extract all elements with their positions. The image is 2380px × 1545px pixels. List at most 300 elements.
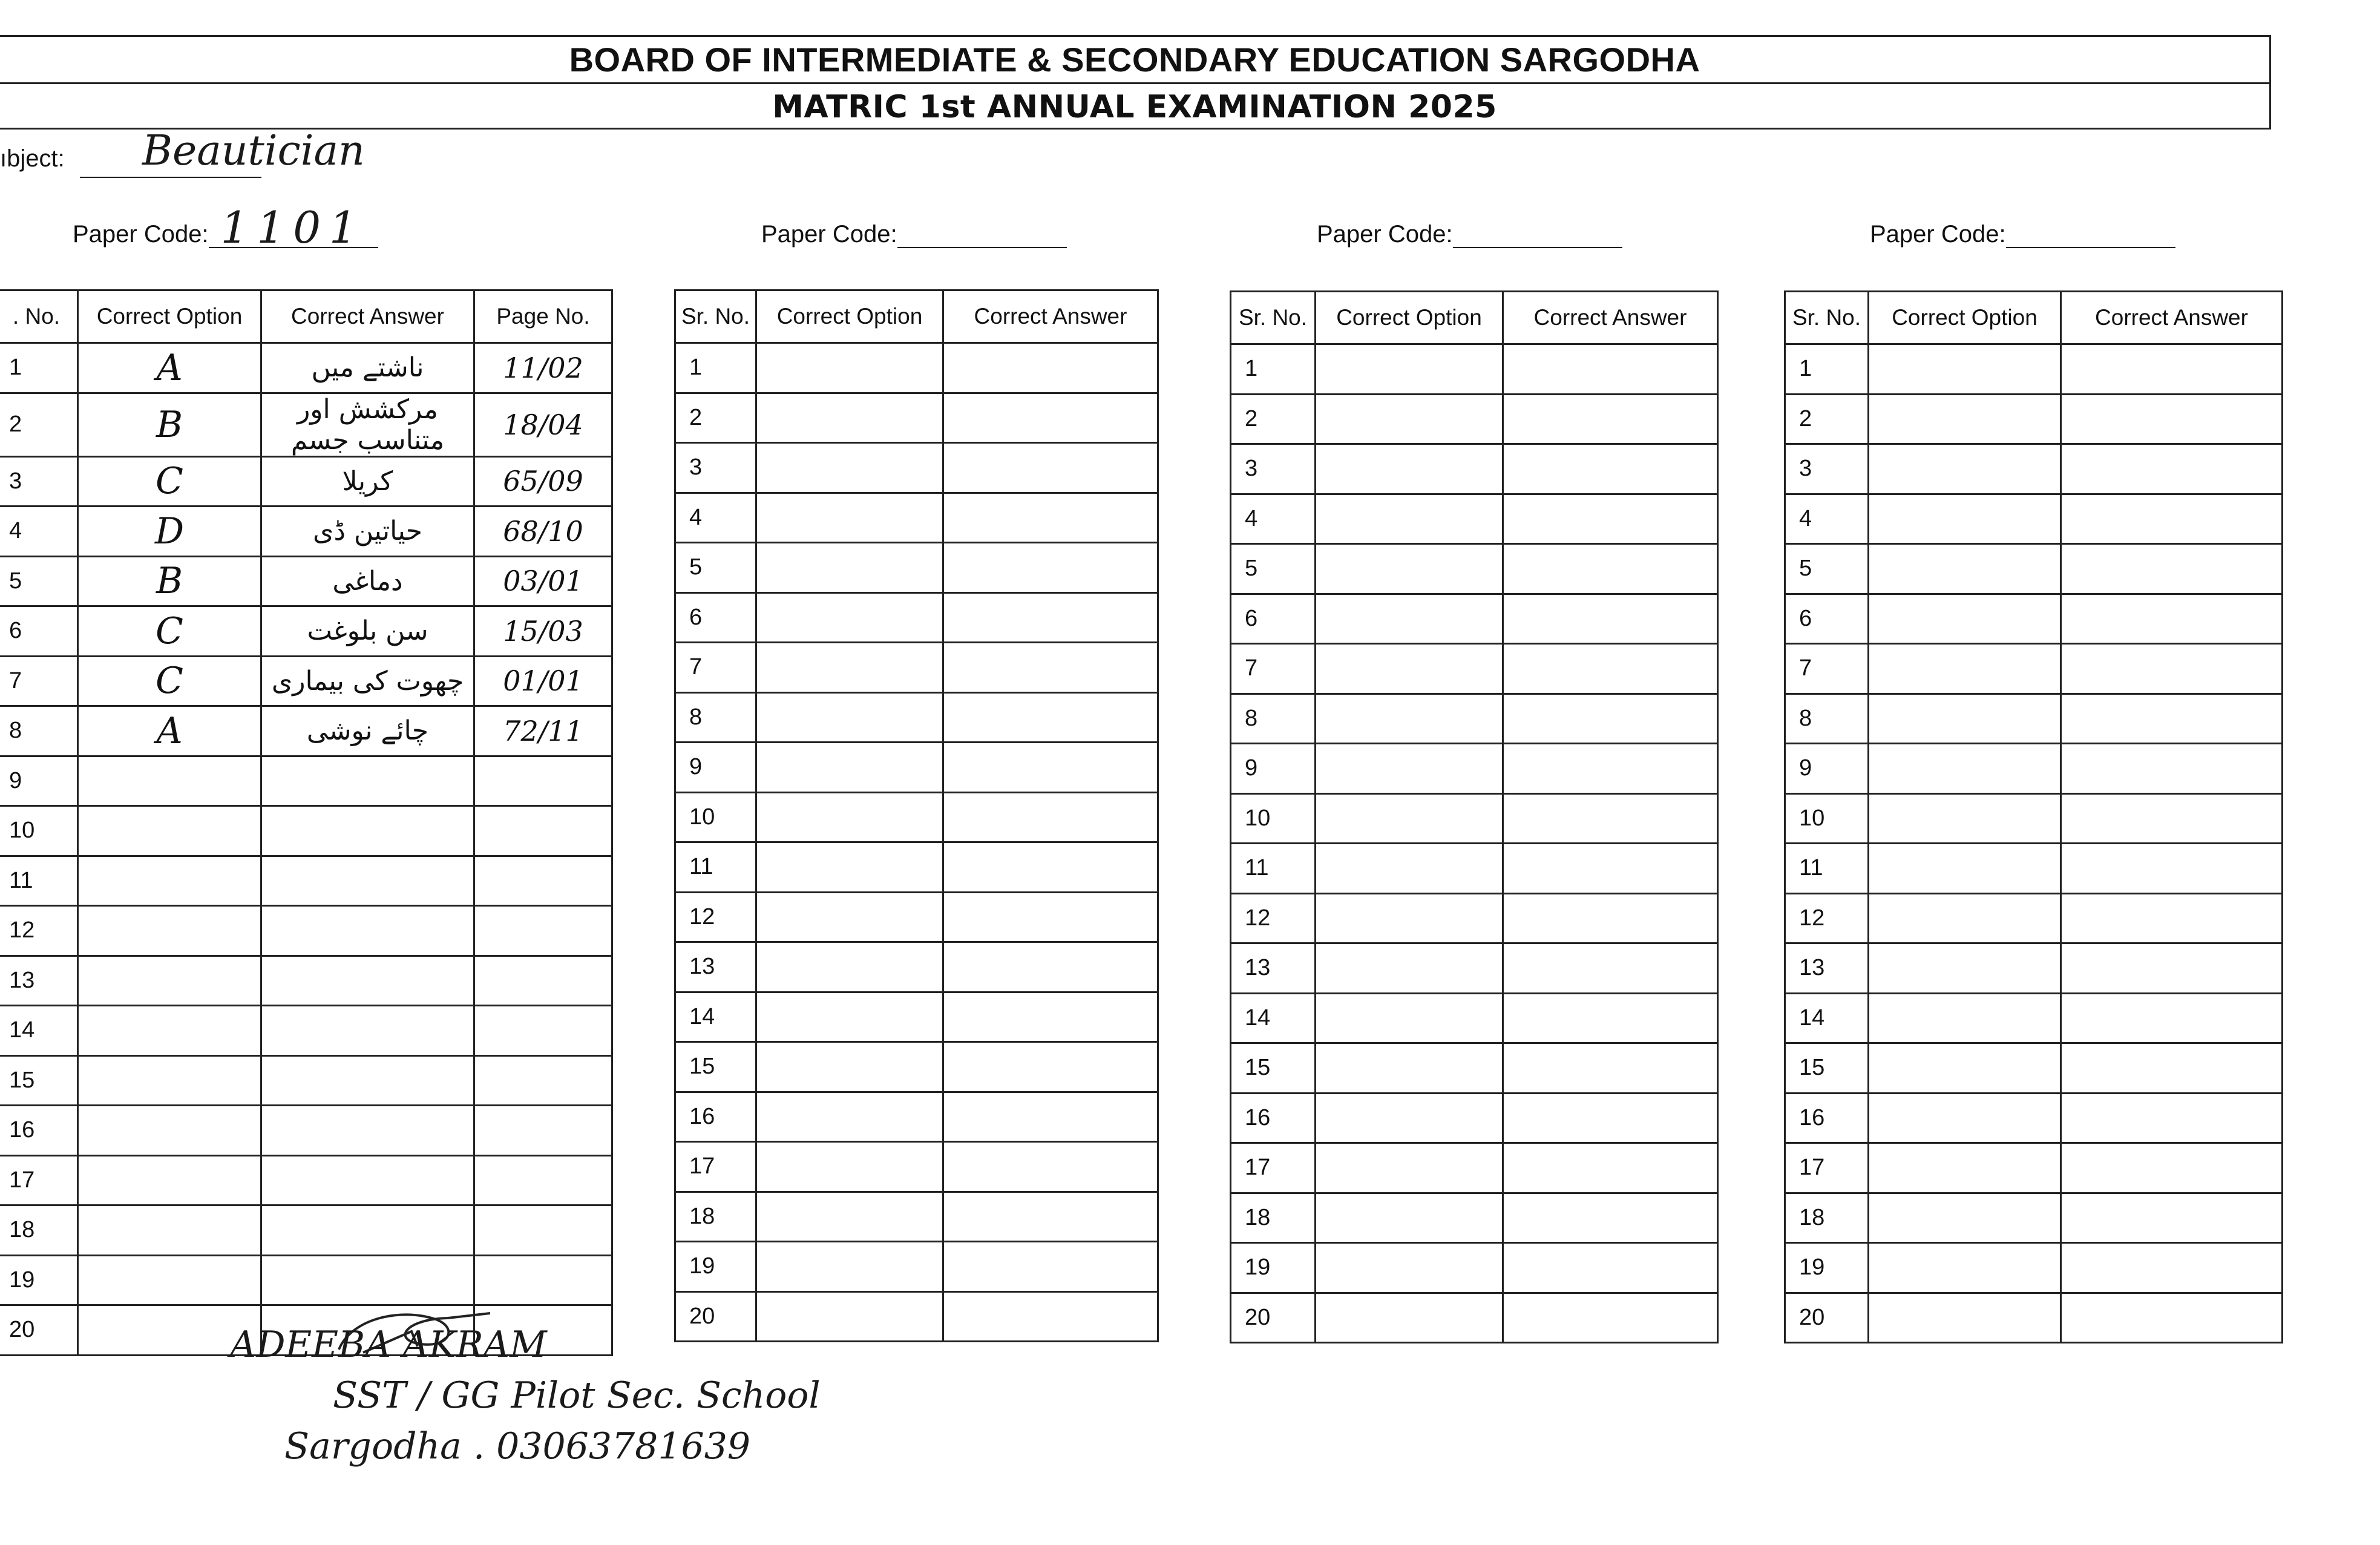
table-row	[0, 756, 612, 806]
col-page-no: Page No.	[474, 290, 612, 343]
option-cell[interactable]	[756, 792, 943, 842]
page-cell[interactable]	[474, 806, 612, 856]
answer-cell[interactable]	[943, 643, 1158, 693]
answer-cell[interactable]	[2061, 993, 2283, 1043]
option-cell[interactable]	[1869, 394, 2061, 444]
answer-cell[interactable]	[2061, 694, 2283, 744]
answer-cell[interactable]	[1503, 544, 1718, 594]
sr-cell: 15	[0, 1055, 78, 1106]
sr-cell: 13	[0, 956, 78, 1006]
answer-cell[interactable]	[2061, 1193, 2283, 1243]
table-row	[0, 1106, 612, 1156]
table-row	[675, 1242, 1158, 1292]
table-row	[0, 1006, 612, 1056]
answer-cell[interactable]: ناشتے میں	[261, 343, 474, 393]
sr-cell: 20	[1785, 1293, 1869, 1343]
sr-cell: 6	[1785, 594, 1869, 644]
answer-cell[interactable]	[261, 756, 474, 806]
option-cell[interactable]	[1316, 893, 1503, 943]
table-row	[1231, 943, 1718, 994]
sr-cell: 3	[675, 443, 756, 493]
option-cell[interactable]	[1869, 744, 2061, 794]
sr-cell: 4	[0, 507, 78, 557]
option-cell[interactable]: A	[78, 706, 261, 756]
table-row	[1231, 694, 1718, 744]
answer-cell[interactable]: مرکشش اور متناسب جسم	[261, 393, 474, 456]
option-cell[interactable]	[756, 592, 943, 643]
option-cell[interactable]	[1869, 1293, 2061, 1343]
answer-cell[interactable]	[943, 1192, 1158, 1242]
sr-cell: 14	[1231, 993, 1316, 1043]
answer-cell[interactable]	[943, 393, 1158, 443]
table-row	[1231, 1093, 1718, 1143]
table-row	[1785, 494, 2283, 544]
option-cell[interactable]	[756, 1142, 943, 1192]
answer-cell[interactable]	[1503, 644, 1718, 694]
page-cell[interactable]	[474, 756, 612, 806]
page-cell[interactable]: 72/11	[474, 706, 612, 756]
sr-cell: 9	[1785, 744, 1869, 794]
table-row	[1231, 1143, 1718, 1193]
table-row	[0, 343, 612, 393]
option-cell[interactable]: C	[78, 656, 261, 706]
answer-cell[interactable]	[1503, 943, 1718, 994]
option-cell[interactable]	[1869, 1243, 2061, 1293]
option-cell[interactable]: B	[78, 556, 261, 606]
option-cell[interactable]	[756, 543, 943, 593]
answer-cell[interactable]	[943, 443, 1158, 493]
option-cell[interactable]	[78, 806, 261, 856]
sr-cell: 5	[1231, 544, 1316, 594]
answer-cell[interactable]: چائے نوشی	[261, 706, 474, 756]
sr-cell: 14	[1785, 993, 1869, 1043]
answer-cell[interactable]	[1503, 893, 1718, 943]
option-cell[interactable]	[756, 892, 943, 942]
sr-cell: 17	[0, 1155, 78, 1205]
sr-cell: 15	[1785, 1043, 1869, 1094]
answer-cell[interactable]	[943, 493, 1158, 543]
table-row	[0, 507, 612, 557]
answer-table-1	[0, 289, 613, 1356]
option-cell[interactable]	[1316, 943, 1503, 994]
option-cell[interactable]	[1316, 394, 1503, 444]
answer-cell[interactable]	[261, 1205, 474, 1256]
answer-cell[interactable]	[1503, 394, 1718, 444]
option-cell[interactable]	[78, 1055, 261, 1106]
page-cell[interactable]: 01/01	[474, 656, 612, 706]
sr-cell: 14	[675, 992, 756, 1042]
answer-cell[interactable]	[2061, 1043, 2283, 1094]
answer-cell[interactable]: کریلا	[261, 456, 474, 507]
sr-cell: 12	[1785, 893, 1869, 943]
table-row	[1785, 1243, 2283, 1293]
table-row	[0, 656, 612, 706]
page-cell[interactable]	[474, 1155, 612, 1205]
table-row	[0, 806, 612, 856]
table-row	[675, 992, 1158, 1042]
option-cell[interactable]: A	[78, 343, 261, 393]
option-cell[interactable]	[1869, 943, 2061, 994]
sr-cell: 16	[675, 1092, 756, 1142]
page-cell[interactable]	[474, 956, 612, 1006]
page-cell[interactable]: 18/04	[474, 393, 612, 456]
answer-cell[interactable]	[2061, 893, 2283, 943]
option-cell[interactable]	[756, 493, 943, 543]
table-row	[1231, 444, 1718, 494]
option-cell[interactable]	[78, 856, 261, 906]
page-cell[interactable]	[474, 906, 612, 956]
table-row	[1231, 893, 1718, 943]
option-cell[interactable]	[1316, 1243, 1503, 1293]
answer-cell[interactable]	[1503, 1093, 1718, 1143]
option-cell[interactable]	[756, 1092, 943, 1142]
sr-cell: 6	[675, 592, 756, 643]
option-cell[interactable]	[756, 992, 943, 1042]
sr-cell: 5	[675, 543, 756, 593]
answer-cell[interactable]	[2061, 1243, 2283, 1293]
col-correct-option: Correct Option	[1869, 292, 2061, 344]
option-cell[interactable]	[78, 1006, 261, 1056]
option-cell[interactable]	[1869, 494, 2061, 544]
table-row	[1785, 1143, 2283, 1193]
answer-cell[interactable]	[2061, 793, 2283, 844]
sr-cell: 14	[0, 1006, 78, 1056]
option-cell[interactable]	[78, 1205, 261, 1256]
option-cell[interactable]	[1316, 844, 1503, 894]
col-correct-option: Correct Option	[756, 290, 943, 343]
answer-cell[interactable]: سن بلوغت	[261, 606, 474, 657]
table-row	[1785, 793, 2283, 844]
answer-table-2	[674, 289, 1159, 1342]
table-row	[1785, 594, 2283, 644]
answer-cell[interactable]	[261, 806, 474, 856]
sr-cell: 16	[1785, 1093, 1869, 1143]
answer-cell[interactable]	[1503, 1293, 1718, 1343]
option-cell[interactable]	[1316, 744, 1503, 794]
answer-cell[interactable]	[1503, 1243, 1718, 1293]
answer-cell[interactable]	[261, 956, 474, 1006]
answer-cell[interactable]	[2061, 644, 2283, 694]
option-cell[interactable]	[1316, 544, 1503, 594]
sr-cell: 18	[1785, 1193, 1869, 1243]
answer-cell[interactable]	[1503, 694, 1718, 744]
option-cell[interactable]	[756, 942, 943, 992]
answer-cell[interactable]	[261, 856, 474, 906]
option-cell[interactable]	[1316, 1293, 1503, 1343]
option-cell[interactable]	[1869, 544, 2061, 594]
page-cell[interactable]	[474, 1055, 612, 1106]
answer-cell[interactable]	[261, 906, 474, 956]
table-row	[0, 393, 612, 456]
subject-field	[0, 127, 365, 175]
sr-cell: 7	[675, 643, 756, 693]
answer-cell[interactable]	[943, 592, 1158, 643]
answer-cell[interactable]: حیاتین ڈی	[261, 507, 474, 557]
sr-cell: 9	[1231, 744, 1316, 794]
table-row	[1231, 793, 1718, 844]
answer-cell[interactable]: چھوت کی بیماری	[261, 656, 474, 706]
paper-code-label: Paper Code:	[1317, 221, 1453, 248]
sr-cell: 1	[1785, 344, 1869, 395]
option-cell[interactable]	[1316, 594, 1503, 644]
table-row	[1231, 993, 1718, 1043]
option-cell[interactable]	[756, 343, 943, 393]
option-cell[interactable]	[1316, 793, 1503, 844]
table-row	[0, 556, 612, 606]
option-cell[interactable]	[1869, 844, 2061, 894]
col-correct-answer: Correct Answer	[2061, 292, 2283, 344]
answer-cell[interactable]	[2061, 594, 2283, 644]
option-cell[interactable]	[756, 643, 943, 693]
sr-cell: 7	[1231, 644, 1316, 694]
sr-cell: 12	[1231, 893, 1316, 943]
option-cell[interactable]	[1869, 1143, 2061, 1193]
answer-cell[interactable]	[2061, 844, 2283, 894]
option-cell[interactable]: C	[78, 606, 261, 657]
col-correct-option: Correct Option	[1316, 292, 1503, 344]
answer-cell[interactable]	[943, 842, 1158, 893]
answer-cell[interactable]	[1503, 1043, 1718, 1094]
sr-cell: 19	[1231, 1243, 1316, 1293]
option-cell[interactable]	[756, 842, 943, 893]
option-cell[interactable]	[78, 1106, 261, 1156]
option-cell[interactable]	[1316, 1043, 1503, 1094]
paper-code-blank[interactable]	[2006, 226, 2175, 248]
col-sr-no: Sr. No.	[1785, 292, 1869, 344]
answer-cell[interactable]	[943, 792, 1158, 842]
paper-code-1	[73, 202, 378, 253]
option-cell[interactable]	[756, 1242, 943, 1292]
sr-cell: 10	[675, 792, 756, 842]
table-row	[675, 942, 1158, 992]
option-cell[interactable]	[1869, 594, 2061, 644]
answer-cell[interactable]	[943, 743, 1158, 793]
table-row	[1231, 844, 1718, 894]
option-cell[interactable]	[1869, 694, 2061, 744]
option-cell[interactable]	[756, 1042, 943, 1092]
table-row	[1231, 344, 1718, 395]
signature-designation: SST / GG Pilot Sec. School	[333, 1374, 821, 1417]
answer-cell[interactable]	[261, 1155, 474, 1205]
answer-cell[interactable]	[1503, 793, 1718, 844]
option-cell[interactable]: D	[78, 507, 261, 557]
option-cell[interactable]	[1869, 1043, 2061, 1094]
option-cell[interactable]	[1316, 444, 1503, 494]
answer-cell[interactable]	[943, 1092, 1158, 1142]
signature-contact: Sargodha . 03063781639	[284, 1425, 751, 1468]
col-sr-no: Sr. No.	[1231, 292, 1316, 344]
answer-cell[interactable]	[1503, 594, 1718, 644]
answer-cell[interactable]	[1503, 1193, 1718, 1243]
page-cell[interactable]	[474, 856, 612, 906]
answer-cell[interactable]	[2061, 444, 2283, 494]
option-cell[interactable]	[756, 743, 943, 793]
table-row	[675, 443, 1158, 493]
board-title: BOARD OF INTERMEDIATE & SECONDARY EDUCATION SARGODHA	[0, 37, 2269, 84]
paper-code-blank[interactable]	[897, 226, 1067, 248]
answer-cell[interactable]	[2061, 1093, 2283, 1143]
option-cell[interactable]	[1869, 1193, 2061, 1243]
option-cell[interactable]: B	[78, 393, 261, 456]
col-correct-option: Correct Option	[78, 290, 261, 343]
answer-cell[interactable]	[261, 1055, 474, 1106]
sr-cell: 12	[675, 892, 756, 942]
sr-cell: 20	[1231, 1293, 1316, 1343]
option-cell[interactable]	[1316, 494, 1503, 544]
answer-cell[interactable]	[2061, 544, 2283, 594]
subject-label: ıbject:	[0, 145, 65, 172]
answer-cell[interactable]	[1503, 444, 1718, 494]
answer-cell[interactable]	[943, 1142, 1158, 1192]
table-row	[675, 842, 1158, 893]
sr-cell: 13	[675, 942, 756, 992]
table-row	[0, 1155, 612, 1205]
signature-name: ADEEBA AKRAM	[230, 1324, 547, 1366]
sr-cell: 20	[675, 1291, 756, 1342]
signature-block	[230, 1319, 821, 1472]
option-cell[interactable]	[1869, 793, 2061, 844]
sr-cell: 17	[675, 1142, 756, 1192]
subject-underline	[80, 177, 261, 178]
answer-cell[interactable]	[2061, 344, 2283, 395]
option-cell[interactable]	[1869, 444, 2061, 494]
subject-value: Beautician	[142, 127, 365, 175]
answer-cell[interactable]	[943, 1042, 1158, 1092]
table-row	[1785, 694, 2283, 744]
paper-code-label: Paper Code:	[73, 221, 209, 248]
sr-cell: 4	[1231, 494, 1316, 544]
sr-cell: 4	[675, 493, 756, 543]
table-row	[1785, 1093, 2283, 1143]
page-cell[interactable]	[474, 1006, 612, 1056]
page-cell[interactable]: 65/09	[474, 456, 612, 507]
option-cell[interactable]	[1869, 644, 2061, 694]
col-sr-no: . No.	[0, 290, 78, 343]
sr-cell: 2	[675, 393, 756, 443]
sr-cell: 13	[1231, 943, 1316, 994]
sr-cell: 3	[1785, 444, 1869, 494]
option-cell[interactable]	[1316, 644, 1503, 694]
table-row	[675, 493, 1158, 543]
sr-cell: 19	[0, 1255, 78, 1305]
option-cell[interactable]	[1316, 993, 1503, 1043]
page-cell[interactable]	[474, 1205, 612, 1256]
table-row	[675, 1042, 1158, 1092]
option-cell[interactable]	[1316, 1143, 1503, 1193]
answer-cell[interactable]	[943, 343, 1158, 393]
table-row	[1231, 544, 1718, 594]
answer-cell[interactable]	[1503, 993, 1718, 1043]
answer-cell[interactable]	[2061, 494, 2283, 544]
paper-code-blank[interactable]	[1453, 226, 1622, 248]
option-cell[interactable]	[78, 956, 261, 1006]
answer-cell[interactable]	[943, 992, 1158, 1042]
answer-cell[interactable]	[943, 942, 1158, 992]
table-row	[675, 743, 1158, 793]
table-row	[1785, 744, 2283, 794]
option-cell[interactable]	[1869, 344, 2061, 395]
table-row	[1231, 644, 1718, 694]
table-row	[0, 706, 612, 756]
answer-table-3	[1230, 290, 1719, 1343]
answer-cell[interactable]	[2061, 943, 2283, 994]
sr-cell: 3	[0, 456, 78, 507]
option-cell[interactable]	[1869, 993, 2061, 1043]
table-row	[1231, 394, 1718, 444]
table-row	[1785, 444, 2283, 494]
option-cell[interactable]	[756, 443, 943, 493]
answer-cell[interactable]	[1503, 1143, 1718, 1193]
option-cell[interactable]	[78, 906, 261, 956]
table-row	[675, 792, 1158, 842]
table-row	[1785, 1043, 2283, 1094]
sr-cell: 10	[0, 806, 78, 856]
answer-cell[interactable]	[943, 1242, 1158, 1292]
answer-cell[interactable]	[2061, 394, 2283, 444]
answer-cell[interactable]	[2061, 1143, 2283, 1193]
option-cell[interactable]	[78, 756, 261, 806]
sr-cell: 15	[675, 1042, 756, 1092]
page-cell[interactable]: 15/03	[474, 606, 612, 657]
answer-cell[interactable]	[2061, 744, 2283, 794]
sr-cell: 6	[0, 606, 78, 657]
answer-cell[interactable]	[943, 892, 1158, 942]
option-cell[interactable]	[1869, 893, 2061, 943]
answer-cell[interactable]	[261, 1106, 474, 1156]
answer-cell[interactable]	[943, 692, 1158, 743]
sr-cell: 12	[0, 906, 78, 956]
sr-cell: 2	[1231, 394, 1316, 444]
option-cell[interactable]	[756, 692, 943, 743]
page-cell[interactable]: 11/02	[474, 343, 612, 393]
option-cell[interactable]	[1316, 694, 1503, 744]
page-cell[interactable]: 03/01	[474, 556, 612, 606]
page-cell[interactable]	[474, 1106, 612, 1156]
sr-cell: 2	[0, 393, 78, 456]
paper-code-value: 1101	[220, 202, 366, 253]
answer-cell[interactable]	[1503, 344, 1718, 395]
answer-cell[interactable]	[261, 1006, 474, 1056]
paper-code-4	[1870, 221, 2175, 248]
sr-cell: 8	[1785, 694, 1869, 744]
option-cell[interactable]	[78, 1155, 261, 1205]
answer-cell[interactable]: دماغی	[261, 556, 474, 606]
answer-cell[interactable]	[1503, 494, 1718, 544]
option-cell[interactable]: C	[78, 456, 261, 507]
option-cell[interactable]	[756, 1192, 943, 1242]
sr-cell: 10	[1231, 793, 1316, 844]
exam-header	[0, 35, 2271, 130]
table-row	[1231, 1243, 1718, 1293]
option-cell[interactable]	[756, 393, 943, 443]
sr-cell: 16	[1231, 1093, 1316, 1143]
option-cell[interactable]	[1316, 1093, 1503, 1143]
answer-cell[interactable]	[1503, 844, 1718, 894]
option-cell[interactable]	[1316, 344, 1503, 395]
answer-cell[interactable]	[2061, 1293, 2283, 1343]
table-row	[675, 1142, 1158, 1192]
option-cell[interactable]	[1869, 1093, 2061, 1143]
table-row	[0, 1205, 612, 1256]
page-cell[interactable]: 68/10	[474, 507, 612, 557]
answer-cell[interactable]	[1503, 744, 1718, 794]
sr-cell: 11	[1785, 844, 1869, 894]
option-cell[interactable]	[78, 1255, 261, 1305]
answer-cell[interactable]	[943, 1291, 1158, 1342]
option-cell[interactable]	[1316, 1193, 1503, 1243]
answer-cell[interactable]	[943, 543, 1158, 593]
table-row	[675, 692, 1158, 743]
